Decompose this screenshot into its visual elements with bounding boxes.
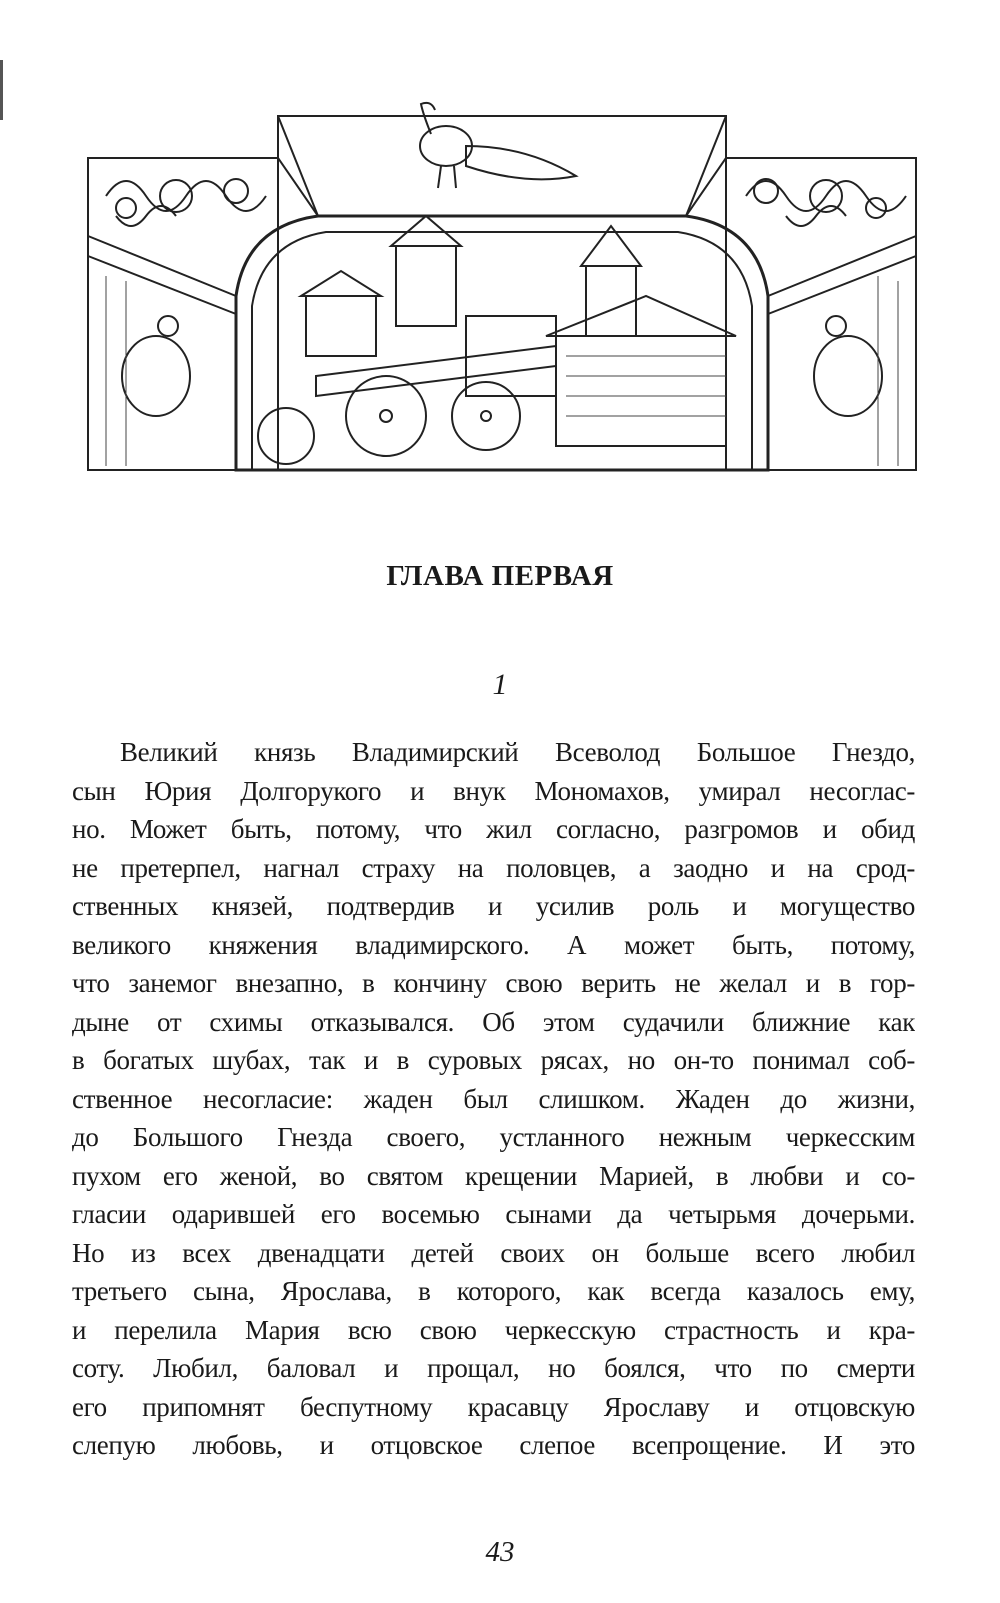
body-text: [72, 733, 915, 1465]
text-line: ственное несогласие: жаден был слишком. Жаден до жизни,: [72, 1083, 915, 1114]
page-edge-mark: [0, 60, 3, 120]
text-line: в богатых шубах, так и в суровых рясах, но он-то понимал соб-: [72, 1045, 915, 1075]
text-line: пухом его женой, во святом крещении Марией, в любви и со-: [72, 1160, 915, 1191]
text-line: что занемог внезапно, в кончину свою верить не желал и в гор-: [72, 968, 915, 998]
text-line: но. Может быть, потому, что жил согласно, разгромов и обид: [72, 814, 915, 844]
text-line: его припомнят беспутному красавцу Ярославу и отцовскую: [72, 1391, 915, 1422]
text-line: третьего сына, Ярослава, в которого, как всегда казалось ему,: [72, 1276, 915, 1306]
right-panel: [726, 158, 916, 470]
text-line: соту. Любил, баловал и прощал, но боялся, что по смерти: [72, 1353, 915, 1383]
text-line: не претерпел, нагнал страху на половцев, а заодно и на срод-: [72, 852, 915, 883]
text-line: слепую любовь, и отцовское слепое всепрощение. И это: [72, 1430, 915, 1460]
page-number: 43: [485, 1536, 515, 1568]
text-line: ственных князей, подтвердив и усилив роль и могущество: [72, 891, 915, 921]
text-line: и перелила Мария всю свою черкесскую страстность и кра-: [72, 1314, 915, 1345]
text-line: до Большого Гнезда своего, устланного нежным черкесским: [72, 1122, 915, 1152]
text-line: дыне от схимы отказывался. Об этом судачили ближние как: [72, 1006, 915, 1037]
text-line: великого княжения владимирского. А может быть, потому,: [72, 929, 915, 960]
chapter-title: ГЛАВА ПЕРВАЯ: [386, 560, 614, 592]
text-line: сын Юрия Долгорукого и внук Мономахов, умирал несоглас-: [72, 775, 915, 806]
text-line: гласии одарившей его восемью сынами да четырьмя дочерьми.: [72, 1199, 915, 1229]
text-line: Но из всех двенадцати детей своих он больше всего любил: [72, 1237, 915, 1268]
section-number: 1: [492, 668, 508, 701]
top-panel: [278, 116, 726, 216]
text-line: Великий князь Владимирский Всеволод Большое Гнездо,: [120, 737, 915, 767]
chapter-header-illustration: [86, 96, 918, 476]
